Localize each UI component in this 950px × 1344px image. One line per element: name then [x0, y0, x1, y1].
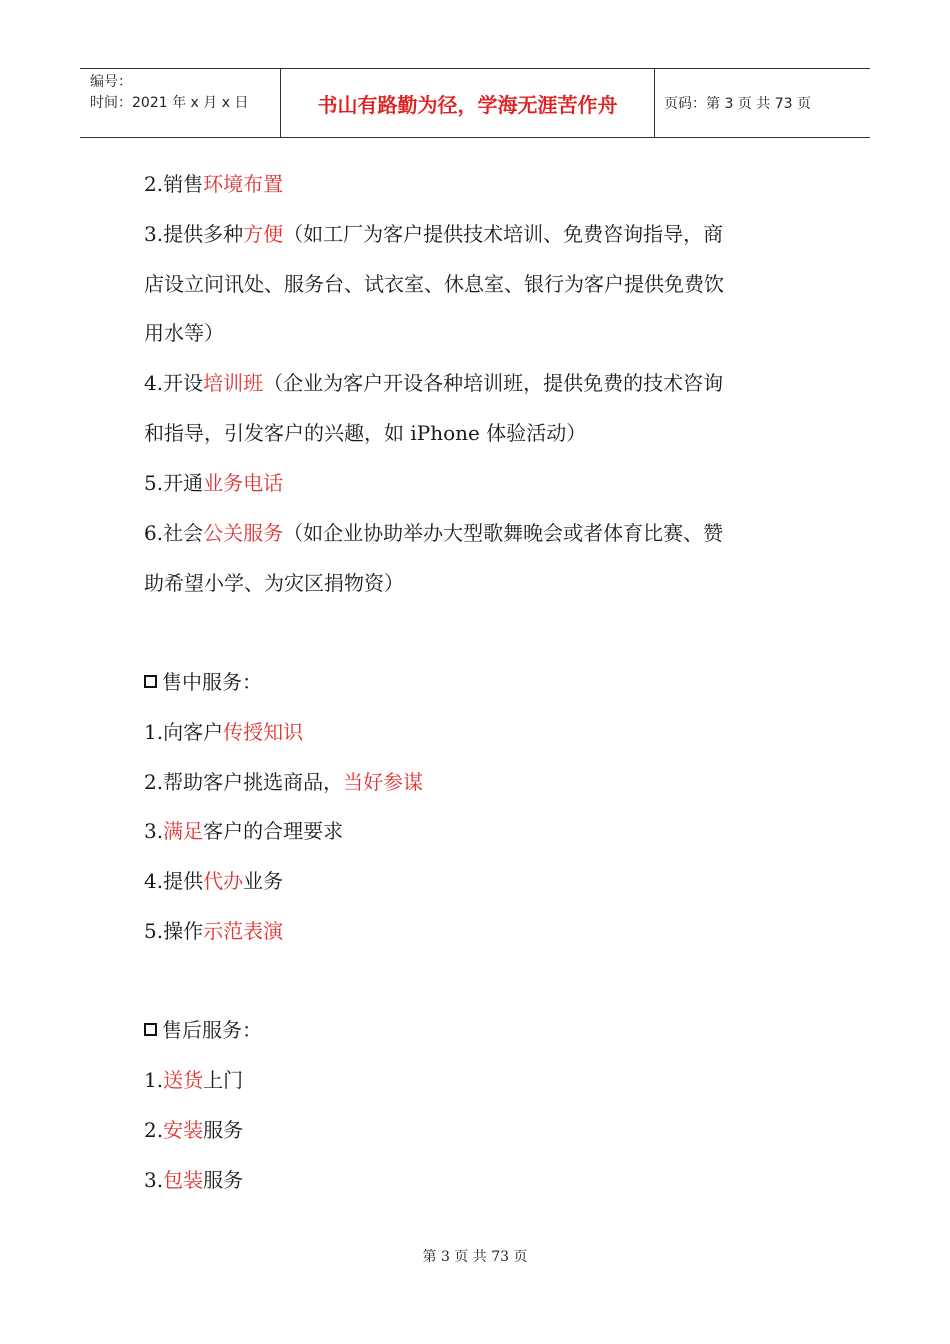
highlight-term: 安装	[163, 1118, 204, 1142]
in-sale-item-3: 3.满足客户的合理要求	[144, 819, 344, 843]
after-sale-item-1: 1.送货上门	[144, 1068, 244, 1092]
highlight-term: 代办	[203, 869, 244, 893]
pre-sale-item-6-cont: 助希望小学、为灾区捐物资）	[144, 571, 404, 595]
highlight-term: 当好参谋	[343, 770, 424, 794]
page-footer: 第 3 页 共 73 页	[422, 1249, 528, 1265]
pre-sale-item-3-cont: 店设立问讯处、服务台、试衣室、休息室、银行为客户提供免费饮	[144, 272, 724, 296]
pre-sale-item-2: 2.销售环境布置	[144, 172, 284, 196]
pre-sale-item-5: 5.开通业务电话	[144, 471, 284, 495]
after-sale-item-2: 2.安装服务	[144, 1118, 244, 1142]
page-header	[80, 68, 870, 138]
after-sale-heading: 售后服务：	[144, 1017, 262, 1043]
in-sale-item-4: 4.提供代办业务	[144, 869, 284, 893]
header-meta	[80, 69, 281, 137]
header-motto: 书山有路勤为径，学海无涯苦作舟	[281, 69, 655, 137]
highlight-term: 送货	[163, 1068, 204, 1092]
highlight-term: 传授知识	[223, 720, 304, 744]
header-number-label: 编号：	[90, 74, 132, 90]
highlight-term: 满足	[163, 819, 204, 843]
highlight-term: 方便	[243, 222, 284, 246]
pre-sale-item-6: 6.社会公关服务（如企业协助举办大型歌舞晚会或者体育比赛、赞	[144, 521, 724, 545]
highlight-term: 公关服务	[203, 521, 284, 545]
in-sale-item-1: 1.向客户传授知识	[144, 720, 304, 744]
highlight-term: 业务电话	[203, 471, 284, 495]
checkbox-square-icon	[144, 1023, 157, 1036]
header-date-label: 时间：2021 年 x 月 x 日	[90, 95, 249, 111]
after-sale-item-3: 3.包装服务	[144, 1168, 244, 1192]
in-sale-item-5: 5.操作示范表演	[144, 919, 284, 943]
highlight-term: 包装	[163, 1168, 204, 1192]
highlight-term: 培训班	[203, 371, 264, 395]
checkbox-square-icon	[144, 675, 157, 688]
pre-sale-item-3: 3.提供多种方便（如工厂为客户提供技术培训、免费咨询指导，商	[144, 222, 724, 246]
pre-sale-item-4: 4.开设培训班（企业为客户开设各种培训班，提供免费的技术咨询	[144, 371, 724, 395]
pre-sale-item-4-cont: 和指导，引发客户的兴趣，如 iPhone 体验活动）	[144, 421, 587, 445]
pre-sale-item-3-cont2: 用水等）	[144, 321, 224, 345]
in-sale-item-2: 2.帮助客户挑选商品，当好参谋	[144, 770, 424, 794]
header-page-info: 页码：第 3 页 共 73 页	[664, 96, 811, 112]
in-sale-heading: 售中服务：	[144, 669, 262, 695]
highlight-term: 示范表演	[203, 919, 284, 943]
highlight-term: 环境布置	[203, 172, 284, 196]
